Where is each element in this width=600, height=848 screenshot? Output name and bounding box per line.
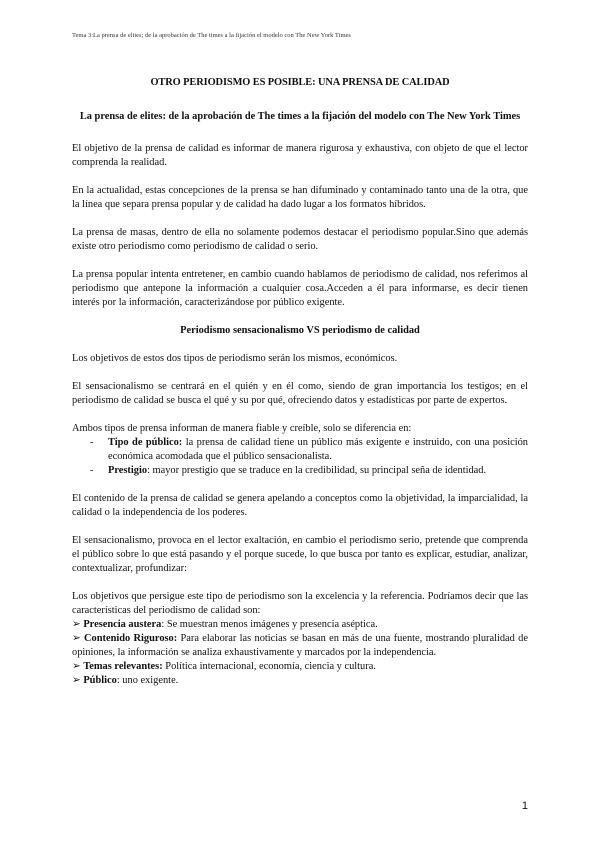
list-item xyxy=(72,436,528,464)
list-item-term: Presencia austera xyxy=(83,619,162,630)
arrow-bullet-icon: ➢ xyxy=(72,619,84,630)
list-item-term: Temas relevantes: xyxy=(83,661,163,672)
arrow-bullet-icon: ➢ xyxy=(72,661,84,672)
arrow-bullet-icon: ➢ xyxy=(72,675,84,686)
list-item xyxy=(72,660,528,674)
paragraph: El sensacionalismo se centrará en el quién y en él como, siendo de gran importancia los testigos; en el periodismo de calidad se busca el qué y su por qué, ofreciendo datos y estadísticas por parte de expertos. xyxy=(72,381,528,406)
paragraph: El contenido de la prensa de calidad se genera apelando a conceptos como la objetividad, la imparcialidad, la calidad o la independencia de los poderes. xyxy=(72,493,528,518)
paragraph: El objetivo de la prensa de calidad es informar de manera rigurosa y exhaustiva, con objeto de que el lector comprenda la realidad. xyxy=(72,143,528,168)
running-header: Tema 3:La prensa de elites; de la aprobación de The times a la fijación el modelo con The New York Times xyxy=(72,32,351,39)
list-item xyxy=(72,674,528,688)
page-number: 1 xyxy=(521,800,528,812)
list-item-text: la prensa de calidad tiene un público más exigente e instruido, con una posición económica acomodada que el público sensacionalista. xyxy=(108,437,528,462)
list-item-term: Público xyxy=(83,675,117,686)
paragraph: Los objetivos de estos dos tipos de periodismo serán los mismos, económicos. xyxy=(72,353,398,364)
list-item-text: : Se muestran menos imágenes y presencia aséptica. xyxy=(161,619,378,630)
list-item xyxy=(72,632,528,660)
list-item-term: Prestigio xyxy=(108,465,148,476)
list-item-text: : mayor prestigio que se traduce en la credibilidad, su principal seña de identidad. xyxy=(147,465,487,476)
list-item-term: Contenido Riguroso: xyxy=(84,633,178,644)
paragraph: Ambos tipos de prensa informan de manera fiable y creíble, solo se diferencia en: xyxy=(72,423,412,434)
section-heading: Periodismo sensacionalismo VS periodismo de calidad xyxy=(180,325,420,336)
document-title: OTRO PERIODISMO ES POSIBLE: UNA PRENSA DE CALIDAD xyxy=(150,77,450,88)
arrow-list xyxy=(72,618,528,688)
list-item xyxy=(72,618,528,632)
dash-bullet: - xyxy=(90,437,94,448)
arrow-bullet-icon: ➢ xyxy=(72,633,85,644)
document-subtitle: La prensa de elites: de la aprobación de The times a la fijación del modelo con The New York Times xyxy=(79,111,521,122)
dash-list xyxy=(72,436,528,478)
list-item xyxy=(72,464,528,478)
document-body xyxy=(72,76,528,688)
dash-bullet: - xyxy=(90,465,94,476)
paragraph: El sensacionalismo, provoca en el lector exaltación, en cambio el periodismo serio, pretende que comprenda el público sobre lo que está pasando y el porque sucede, lo que busca por tanto es explicar, estudiar, analizar, contextualizar, profundizar: xyxy=(72,535,528,574)
list-item-text: Para elaborar las noticias se basan en más de una fuente, mostrando pluralidad de opiniones, la información se analiza exhaustivamente y marcados por la independencia. xyxy=(72,633,528,658)
paragraph: La prensa de masas, dentro de ella no solamente podemos destacar el periodismo popular.Sino que además existe otro periodismo como periodismo de calidad o serio. xyxy=(72,227,528,252)
paragraph: Los objetivos que persigue este tipo de periodismo son la excelencia y la referencia. Podríamos decir que las características del periodismo de calidad son: xyxy=(72,591,528,616)
paragraph: La prensa popular intenta entretener, en cambio cuando hablamos de periodismo de calidad, nos referimos al periodismo que antepone la información a cualquier cosa.Acceden a él para informarse, es decir tienen interés por la información, caracterizándose por público exigente. xyxy=(72,269,528,308)
paragraph: En la actualidad, estas concepciones de la prensa se han difuminado y contaminado tanto una de la otra, que la línea que separa prensa popular y de calidad ha dado lugar a los formatos híbridos. xyxy=(72,185,528,210)
list-item-term: Tipo de público: xyxy=(108,437,183,448)
list-item-text: : uno exigente. xyxy=(116,675,179,686)
list-item-text: Política internacional, economía, ciencia y cultura. xyxy=(162,661,376,672)
